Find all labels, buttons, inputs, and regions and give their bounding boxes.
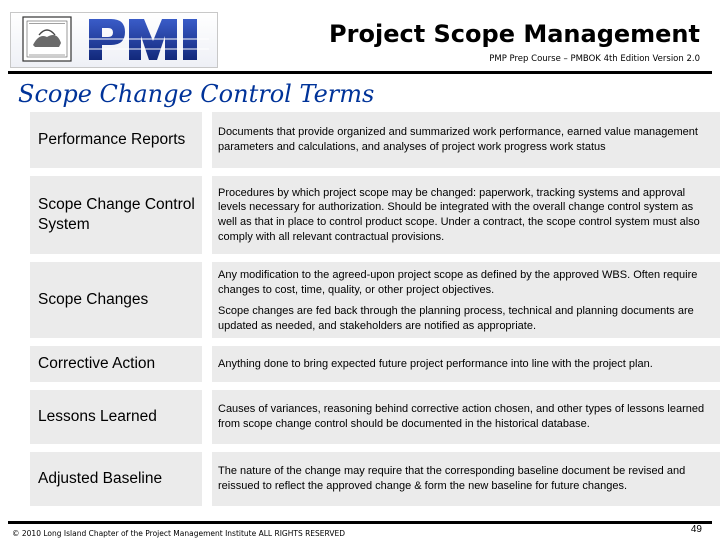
- term-row: [30, 112, 720, 168]
- term-row: [30, 176, 720, 254]
- definition-text: Any modification to the agreed-upon project scope as defined by the approved WBS. Often require changes to cost, time, quality, or other project objectives.: [218, 269, 698, 296]
- term-row: [30, 346, 720, 382]
- definition-text: Documents that provide organized and summarized work performance, earned value management parameters and calculations, and analyses of project work progress work status: [218, 126, 698, 153]
- definition-text: Causes of variances, reasoning behind corrective action chosen, and other types of lessons learned from scope change control should be documented in the historical database.: [218, 403, 705, 430]
- chapter-seal-icon: [17, 15, 77, 63]
- term-definition: [212, 262, 720, 338]
- footer-divider: [8, 521, 712, 524]
- term-label: Scope Changes: [30, 262, 202, 338]
- term-row: [30, 452, 720, 506]
- term-label: Scope Change Control System: [30, 176, 202, 254]
- term-label: Lessons Learned: [30, 390, 202, 444]
- pmi-logo: [10, 12, 218, 68]
- term-label: Corrective Action: [30, 346, 202, 382]
- definition-text: Anything done to bring expected future project performance into line with the project plan.: [218, 357, 653, 370]
- pmi-letters-icon: [85, 15, 213, 63]
- definition-text: The nature of the change may require that the corresponding baseline document be revised and reissued to reflect the approved change & form the new baseline for future changes.: [218, 465, 686, 492]
- term-definition: [212, 112, 720, 168]
- term-definition: [212, 390, 720, 444]
- definition-text: Scope changes are fed back through the planning process, technical and planning documents are updated as needed, and stakeholders are notified as appropriate.: [218, 305, 694, 332]
- definition-text: Procedures by which project scope may be changed: paperwork, tracking systems and approval levels necessary for authorization. Should be integrated with the overall change control system as well as that in place to control product scope. Under a contract, the scope control system must also comply with all relevant contractual provisions.: [218, 186, 700, 243]
- term-label: Performance Reports: [30, 112, 202, 168]
- term-definition: [212, 176, 720, 254]
- section-heading: Scope Change Control Terms: [18, 80, 375, 108]
- term-row: [30, 262, 720, 338]
- page-title: Project Scope Management: [329, 20, 700, 48]
- term-definition: [212, 346, 720, 382]
- copyright-notice: © 2010 Long Island Chapter of the Project Management Institute ALL RIGHTS RESERVED: [12, 529, 345, 538]
- term-label: Adjusted Baseline: [30, 452, 202, 506]
- terms-table: [30, 112, 720, 510]
- term-definition: [212, 452, 720, 506]
- page-number: 49: [690, 524, 702, 535]
- course-subtitle: PMP Prep Course – PMBOK 4th Edition Version 2.0: [489, 54, 700, 64]
- term-row: [30, 390, 720, 444]
- header-divider: [8, 71, 712, 74]
